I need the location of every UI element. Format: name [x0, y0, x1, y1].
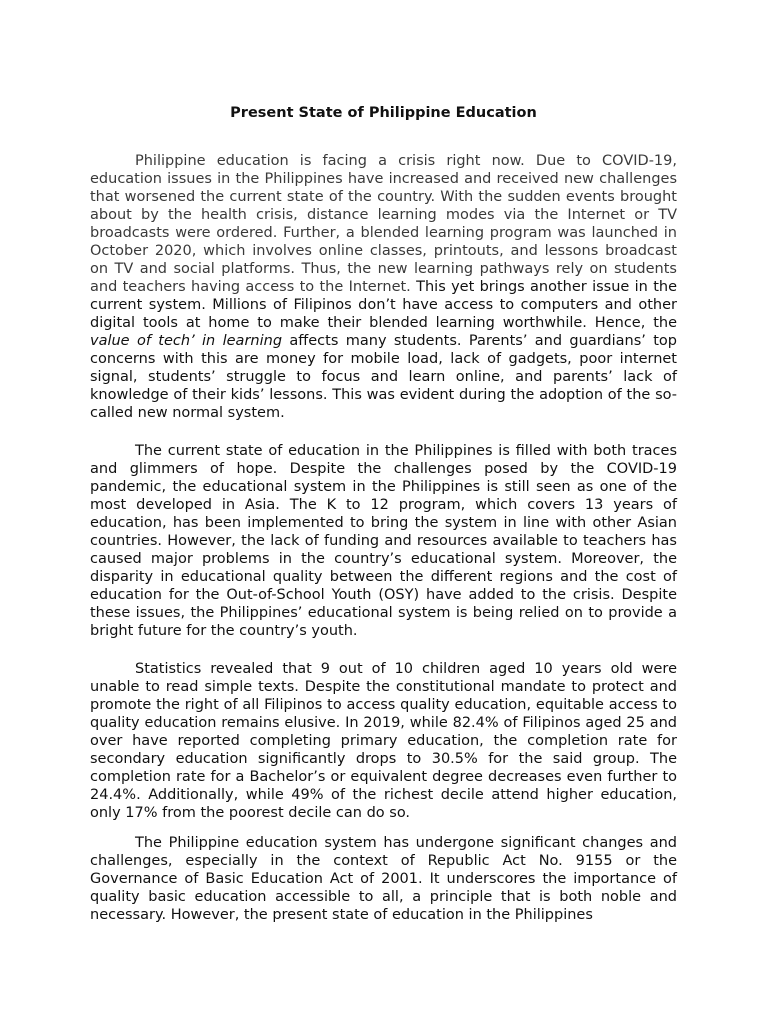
paragraph-2: The current state of education in the Philippines is filled with both traces and glimmers of hope. Despite the challenges posed by the COVID-19 pandemic, the educational system in the Philippines is still seen as one of the most developed in Asia. The K to 12 program, which covers 13 years of education, has been implemented to bring the system in line with other Asian countries. However, the lack of funding and resources available to teachers has caused major problems in the country’s educational system. Moreover, the disparity in educational quality between the different regions and the cost of education for the Out-of-School Youth (OSY) have added to the crisis. Despite these issues, the Philippines’ educational system is being relied on to provide a bright future for the country’s youth.	[90, 443, 677, 639]
paragraph-4: The Philippine education system has undergone significant changes and challenges, especially in the context of Republic Act No. 9155 or the Governance of Basic Education Act of 2001. It underscores the importance of quality basic education accessible to all, a principle that is both noble and necessary. However, the present state of education in the Philippines	[90, 835, 677, 923]
paragraph-1-emphasis: value of tech’ in learning	[90, 333, 283, 349]
paragraph-1-segment-2: This yet brings another issue in the current system. Millions of Filipinos don’t have access to computers and other digital tools at home to make their blended learning worthwhile. Hence, the	[90, 279, 677, 331]
paragraph-1-segment-4: affects many students. Parents’ and guardians’ top concerns with this are money for mobile load, lack of gadgets, poor internet signal, students’ struggle to focus and learn online, and parents’ lack of knowledge of their kids’ lessons. This was evident during the adoption of the so-called new normal system.	[90, 333, 677, 421]
document-title: Present State of Philippine Education	[230, 105, 537, 121]
paragraph-1	[90, 152, 677, 422]
paragraph-3: Statistics revealed that 9 out of 10 children aged 10 years old were unable to read simple texts. Despite the constitutional mandate to protect and promote the right of all Filipinos to access quality education, equitable access to quality education remains elusive. In 2019, while 82.4% of Filipinos aged 25 and over have reported completing primary education, the completion rate for secondary education significantly drops to 30.5% for the said group. The completion rate for a Bachelor’s or equivalent degree decreases even further to 24.4%. Additionally, while 49% of the richest decile attend higher education, only 17% from the poorest decile can do so.	[90, 661, 677, 821]
paragraph-1-segment-1: Philippine education is facing a crisis right now. Due to COVID-19, education issues in the Philippines have increased and received new challenges that worsened the current state of the country. With the sudden events brought about by the health crisis, distance learning modes via the Internet or TV broadcasts were ordered. Further, a blended learning program was launched in October 2020, which involves online classes, printouts, and lessons broadcast on TV and social platforms. Thus, the new learning pathways rely on students and teachers having access to the Internet.	[90, 153, 677, 295]
